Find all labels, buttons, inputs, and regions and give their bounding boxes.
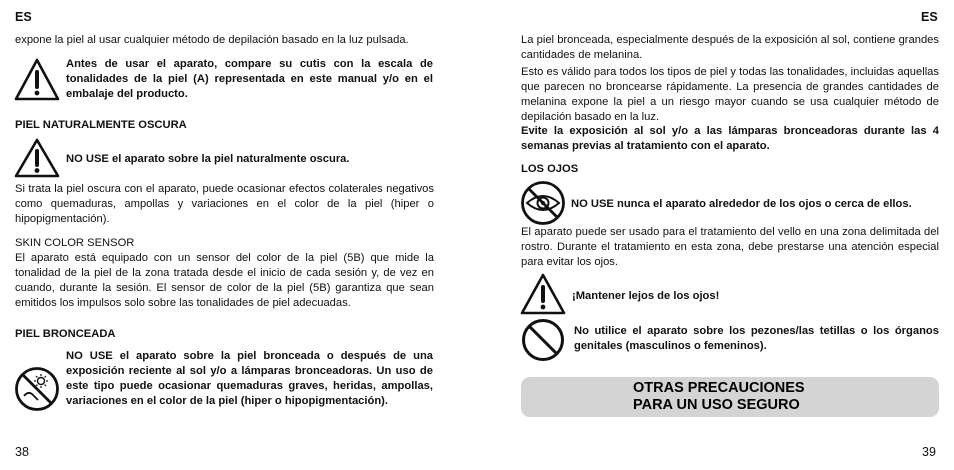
warning-eyes: NO USE nunca el aparato alrededor de los ojos o cerca de ellos.: [571, 198, 912, 210]
page-number-left: 38: [15, 445, 29, 459]
warning-triangle-icon: [520, 272, 566, 316]
section-banner-other-precautions: [521, 377, 939, 417]
warning-triangle-icon: [14, 57, 60, 102]
heading-dark-skin: PIEL NATURALMENTE OSCURA: [15, 119, 187, 131]
warning-keep-away-eyes: ¡Mantener lejos de los ojos!: [572, 290, 720, 302]
warning-tanned-skin: NO USE el aparato sobre la piel bronceada o después de una exposición reciente al sol y/o a lámparas bronceadoras. Un uso de este tipo puede ocasionar quemaduras graves, heridas, ampollas, variaciones en el color de la piel (hiper o hipopigmentación).: [66, 350, 433, 407]
page-number-right: 39: [922, 445, 936, 459]
paragraph-intro: expone la piel al usar cualquier método de depilación basado en la luz pulsada.: [15, 34, 409, 46]
language-code-left: ES: [15, 10, 32, 24]
banner-title-line-2: PARA UN USO SEGURO: [633, 397, 800, 413]
warning-dark-skin: NO USE el aparato sobre la piel naturalmente oscura.: [66, 153, 350, 165]
no-eyes-icon: [520, 180, 566, 226]
paragraph-melanin: La piel bronceada, especialmente después de la exposición al sol, contiene grandes cantidades de melanina.: [521, 34, 939, 61]
warning-sun-exposure: Evite la exposición al sol y/o a las lámparas bronceadoras durante las 4 semanas previas al tratamiento con el aparato.: [521, 125, 939, 152]
no-tanning-sun-icon: [14, 366, 60, 412]
heading-skin-sensor: SKIN COLOR SENSOR: [15, 237, 135, 249]
warning-skin-scale: Antes de usar el aparato, compare su cutis con la escala de tonalidades de la piel (A) representada en este manual y/o en el embalaje del producto.: [66, 58, 433, 100]
prohibition-icon: [520, 318, 566, 362]
paragraph-dark-skin: Si trata la piel oscura con el aparato, puede ocasionar efectos colaterales negativos como quemaduras, ampollas y variaciones en el color de la piel (hiper o hipopigmentación).: [15, 183, 434, 225]
paragraph-skin-sensor: El aparato está equipado con un sensor del color de la piel (5B) que mide la tonalidad de la piel de la zona tratada desde el inicio de cada sesión y, de vez en cuando, durante la sesión. El sensor de color de la piel (5B) garantiza que sean emitidos los impulsos solo sobre las tonalidades de piel adecuadas.: [15, 252, 434, 309]
warning-triangle-icon: [14, 137, 60, 179]
warning-nipples-genitals: No utilice el aparato sobre los pezones/las tetillas o los órganos genitales (masculinos o femeninos).: [574, 325, 939, 352]
paragraph-skin-types: Esto es válido para todos los tipos de piel y todas las tonalidades, incluidas aquellas que parecen no broncearse rápidamente. La presencia de grandes cantidades de melanina expone la piel a un riesgo mayor cuando se usa cualquier método de depilación basado en la luz.: [521, 66, 939, 123]
heading-eyes: LOS OJOS: [521, 163, 579, 175]
banner-title-line-1: OTRAS PRECAUCIONES: [633, 380, 805, 396]
paragraph-face: El aparato puede ser usado para el tratamiento del vello en una zona delimitada del rostro. Durante el tratamiento en esta zona, debe prestarse una atención especial para evitar los ojos.: [521, 226, 939, 268]
language-code-right: ES: [921, 10, 938, 24]
heading-tanned-skin: PIEL BRONCEADA: [15, 328, 116, 340]
